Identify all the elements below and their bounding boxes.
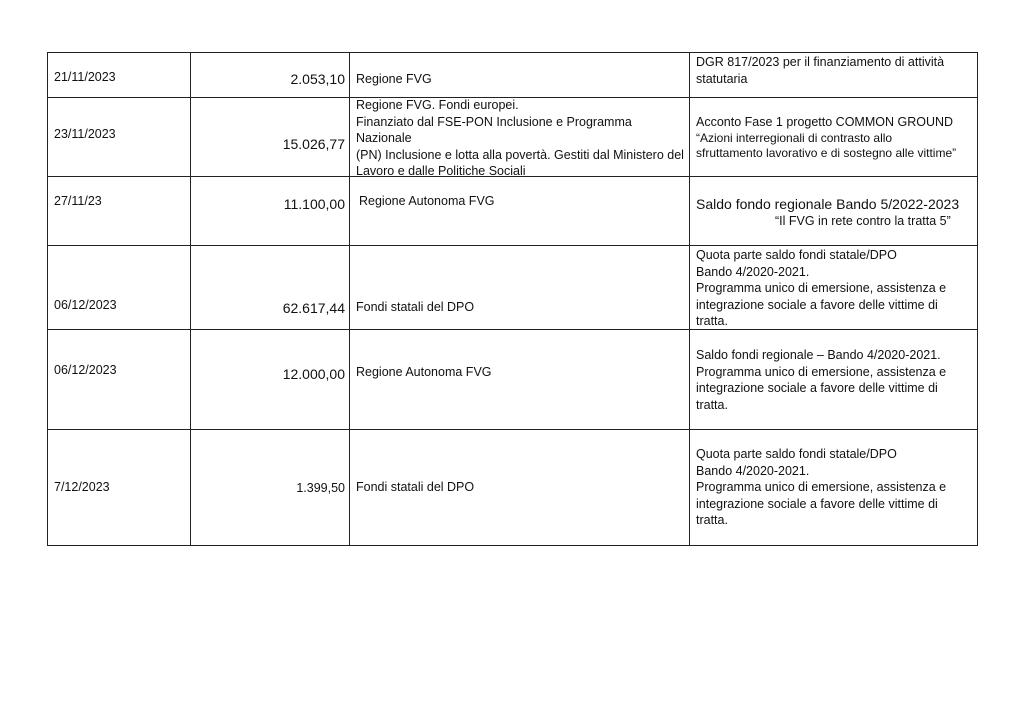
table-row (48, 53, 978, 98)
date-cell (48, 53, 191, 98)
amount-text: 15.026,77 (282, 136, 345, 152)
description-cell (690, 430, 978, 546)
amount-cell (191, 430, 350, 546)
table-row (48, 430, 978, 546)
date-text: 23/11/2023 (54, 127, 116, 141)
amount-text: 1.399,50 (296, 481, 345, 495)
source-text: Fondi statali del DPO (356, 480, 475, 494)
amount-cell (191, 98, 350, 177)
date-text: 06/12/2023 (54, 363, 117, 377)
date-cell (48, 330, 191, 430)
source-cell (350, 330, 690, 430)
description-title: Acconto Fase 1 progetto COMMON GROUND (696, 115, 954, 129)
date-text: 27/11/23 (54, 194, 102, 208)
source-text: Regione FVG. Fondi europei. Finanziato dal FSE-PON Inclusione e Programma Nazionale (PN) Inclusione e lotta alla povertà. Gestiti dal Ministero del Lavoro e dalle Politiche Sociali (356, 98, 684, 178)
date-cell (48, 177, 191, 246)
amount-text: 11.100,00 (283, 196, 345, 212)
description-cell (690, 246, 978, 330)
table-row (48, 98, 978, 177)
source-cell (350, 98, 690, 177)
description-cell (690, 330, 978, 430)
source-text: Regione Autonoma FVG (356, 365, 492, 379)
description-subtitle: “Il FVG in rete contro la tratta 5” (775, 214, 951, 228)
description-subtitle: “Azioni interregionali di contrasto allo sfruttamento lavorativo e di sostegno alle vittime” (696, 131, 957, 160)
amount-cell (191, 177, 350, 246)
date-cell (48, 246, 191, 330)
source-text: Fondi statali del DPO (356, 300, 475, 314)
source-cell (350, 177, 690, 246)
date-text: 06/12/2023 (54, 298, 117, 312)
amount-cell (191, 246, 350, 330)
table-row (48, 177, 978, 246)
table-row (48, 246, 978, 330)
grants-table (47, 52, 978, 546)
description-text: Saldo fondi regionale – Bando 4/2020-2021. Programma unico di emersione, assistenza e integrazione sociale a favore delle vittime di tratta. (696, 348, 947, 412)
description-title: Saldo fondo regionale Bando 5/2022-2023 (696, 196, 960, 212)
date-text: 21/11/2023 (54, 70, 116, 84)
source-cell (350, 430, 690, 546)
source-cell (350, 53, 690, 98)
description-cell (690, 53, 978, 98)
source-text: Regione FVG (356, 72, 432, 86)
amount-text: 2.053,10 (290, 71, 345, 87)
date-cell (48, 98, 191, 177)
table-row (48, 330, 978, 430)
amount-text: 12.000,00 (282, 366, 345, 382)
description-text: Quota parte saldo fondi statale/DPO Bando 4/2020-2021. Programma unico di emersione, assistenza e integrazione sociale a favore delle vittime di tratta. (696, 248, 947, 328)
amount-cell (191, 53, 350, 98)
source-text: Regione Autonoma FVG (359, 194, 495, 208)
description-text: Quota parte saldo fondi statale/DPO Bando 4/2020-2021. Programma unico di emersione, assistenza e integrazione sociale a favore delle vittime di tratta. (696, 447, 947, 527)
description-cell (690, 177, 978, 246)
source-cell (350, 246, 690, 330)
date-text: 7/12/2023 (54, 480, 110, 494)
amount-cell (191, 330, 350, 430)
description-cell (690, 98, 978, 177)
date-cell (48, 430, 191, 546)
amount-text: 62.617,44 (282, 300, 345, 316)
description-text: DGR 817/2023 per il finanziamento di attività statutaria (696, 55, 945, 86)
